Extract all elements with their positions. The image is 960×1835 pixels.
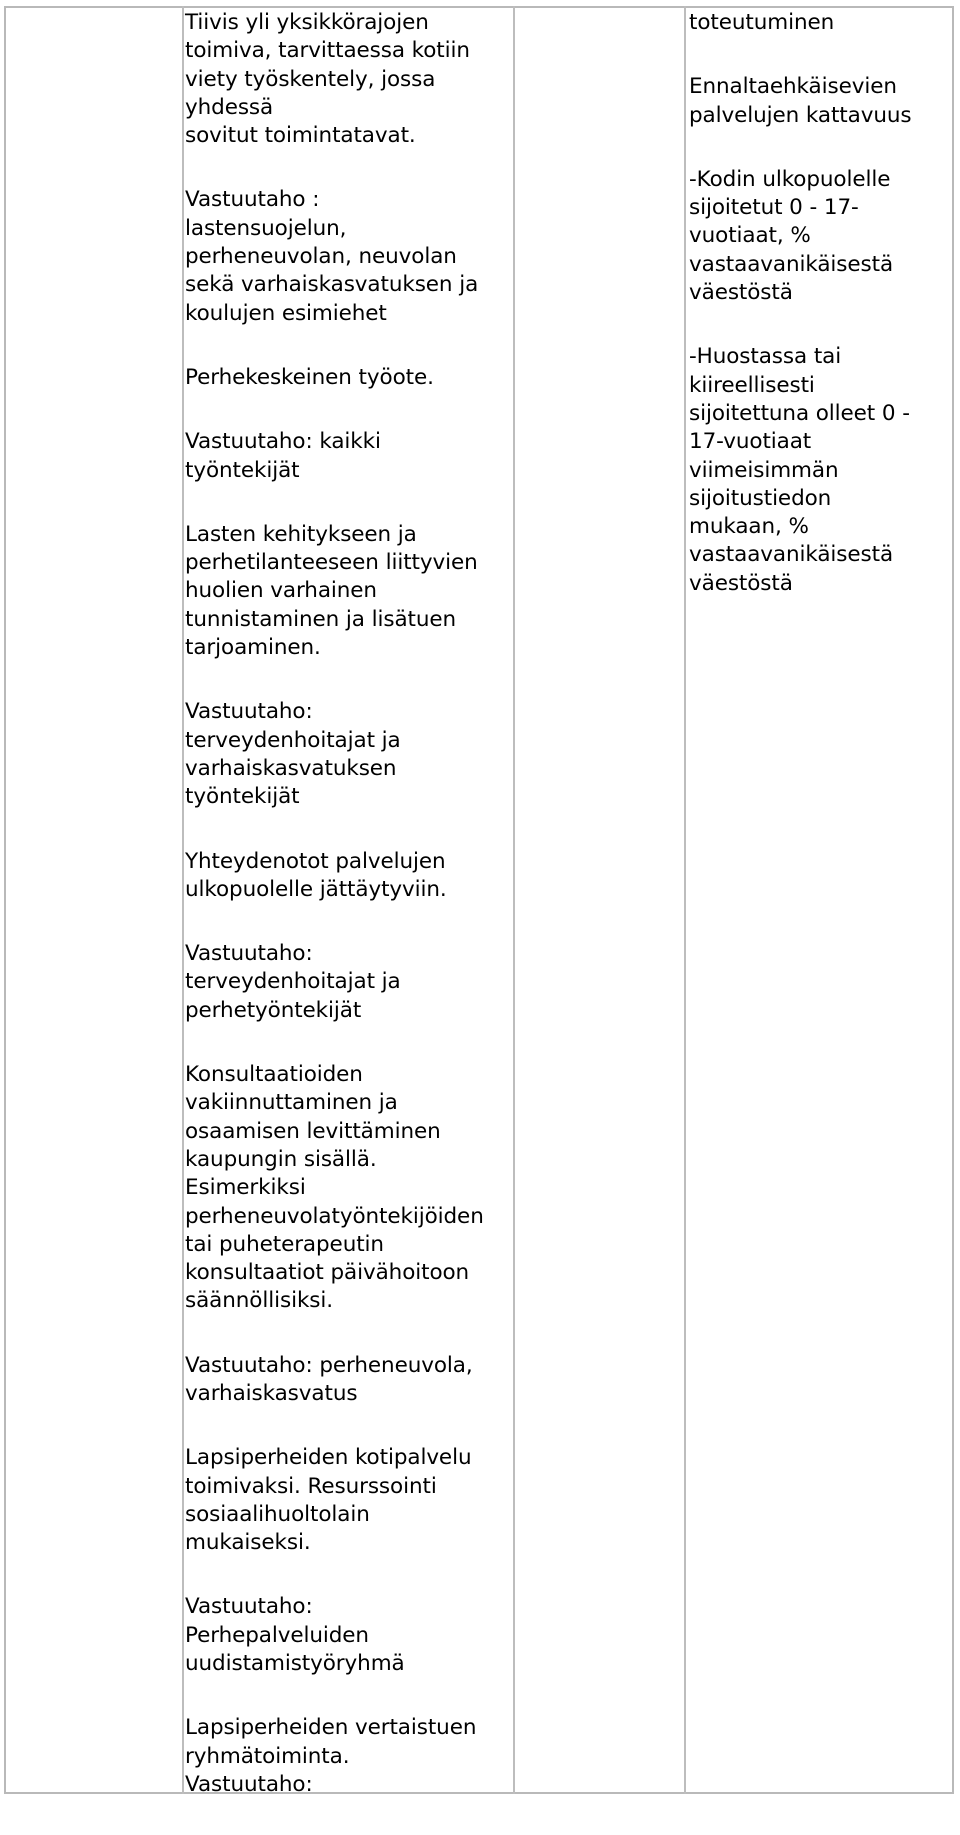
- text-line: ulkopuolelle jättäytyviin.: [185, 876, 447, 902]
- paragraph: [185, 364, 515, 392]
- text-line: toimiva, tarvittaessa kotiin: [185, 38, 470, 64]
- text-line: konsultaatiot päivähoitoon: [185, 1260, 470, 1286]
- text-line: sijoitustiedon: [689, 485, 832, 511]
- text-line: väestöstä: [689, 570, 793, 596]
- text-line: viety työskentely, jossa: [185, 66, 436, 92]
- text-line: perhetilanteeseen liittyvien: [185, 550, 478, 576]
- text-line: -Kodin ulkopuolelle: [689, 166, 891, 192]
- table-cell-indicators: [689, 9, 949, 634]
- text-line: tai puheterapeutin: [185, 1231, 384, 1257]
- text-line: perhetyöntekijät: [185, 997, 362, 1023]
- text-line: viimeisimmän: [689, 457, 839, 483]
- text-line: työntekijät: [185, 784, 300, 810]
- text-line: koulujen esimiehet: [185, 300, 387, 326]
- text-line: sekä varhaiskasvatuksen ja: [185, 272, 479, 298]
- text-line: Konsultaatioiden: [185, 1062, 363, 1088]
- text-line: Ennaltaehkäisevien: [689, 74, 897, 100]
- text-line: työntekijät: [185, 457, 300, 483]
- table-cell-actions: [185, 9, 515, 1835]
- column-divider: [182, 6, 184, 1794]
- paragraph: [185, 1714, 515, 1799]
- text-line: terveydenhoitajat ja: [185, 727, 401, 753]
- text-line: Vastuutaho :: [185, 187, 320, 213]
- text-line: Vastuutaho: kaikki: [185, 429, 381, 455]
- paragraph: [185, 186, 515, 327]
- text-line: mukaan, %: [689, 514, 809, 540]
- text-line: toimivaksi. Resurssointi: [185, 1473, 437, 1499]
- paragraph: [185, 940, 515, 1025]
- paragraph: [185, 428, 515, 485]
- text-line: Lapsiperheiden kotipalvelu: [185, 1445, 472, 1471]
- text-line: kaupungin sisällä.: [185, 1146, 377, 1172]
- paragraph: [185, 698, 515, 811]
- text-line: mukaiseksi.: [185, 1530, 311, 1556]
- text-line: perheneuvolatyöntekijöiden: [185, 1203, 484, 1229]
- paragraph: [185, 9, 515, 150]
- paragraph: [185, 521, 515, 662]
- paragraph: [689, 166, 949, 307]
- text-line: toteutuminen: [689, 10, 835, 35]
- paragraph: [185, 1593, 515, 1678]
- text-line: uudistamistyöryhmä: [185, 1651, 405, 1677]
- text-line: sijoitettuna olleet 0 -: [689, 400, 910, 426]
- text-line: Yhteydenotot palvelujen: [185, 848, 446, 874]
- text-line: sijoitetut 0 - 17-: [689, 195, 859, 221]
- text-line: Perhekeskeinen työote.: [185, 364, 434, 390]
- text-line: tarjoaminen.: [185, 635, 321, 661]
- column-divider: [684, 6, 686, 1794]
- text-line: Vastuutaho:: [185, 941, 313, 967]
- text-line: vastaavanikäisestä: [689, 542, 894, 568]
- paragraph: [185, 1352, 515, 1409]
- text-line: sovitut toimintatavat.: [185, 123, 416, 149]
- paragraph: [689, 73, 949, 130]
- text-line: vastaavanikäisestä: [689, 251, 894, 277]
- text-line: terveydenhoitajat ja: [185, 969, 401, 995]
- text-line: perheneuvolan, neuvolan: [185, 244, 457, 270]
- text-line: Vastuutaho:: [185, 1771, 313, 1797]
- text-line: vakiinnuttaminen ja: [185, 1090, 398, 1116]
- text-line: Tiivis yli yksikkörajojen: [185, 10, 429, 35]
- text-line: säännöllisiksi.: [185, 1288, 334, 1314]
- text-line: Vastuutaho:: [185, 699, 313, 725]
- text-line: kiireellisesti: [689, 372, 815, 398]
- paragraph: [185, 1444, 515, 1557]
- text-line: varhaiskasvatuksen: [185, 755, 397, 781]
- text-line: Perhepalveluiden: [185, 1622, 369, 1648]
- text-line: Vastuutaho:: [185, 1594, 313, 1620]
- text-line: lastensuojelun,: [185, 215, 347, 241]
- paragraph: [689, 343, 949, 598]
- text-line: ryhmätoiminta.: [185, 1743, 350, 1769]
- paragraph: [185, 1061, 515, 1316]
- text-line: tunnistaminen ja lisätuen: [185, 606, 457, 632]
- text-line: osaamisen levittäminen: [185, 1118, 441, 1144]
- paragraph: [689, 9, 949, 37]
- text-line: Lasten kehitykseen ja: [185, 521, 417, 547]
- text-line: -Huostassa tai: [689, 344, 842, 370]
- text-line: huolien varhainen: [185, 578, 377, 604]
- text-line: yhdessä: [185, 94, 274, 120]
- text-line: 17-vuotiaat: [689, 429, 812, 455]
- paragraph: [185, 848, 515, 905]
- text-line: sosiaalihuoltolain: [185, 1501, 370, 1527]
- text-line: Esimerkiksi: [185, 1175, 306, 1201]
- text-line: varhaiskasvatus: [185, 1380, 358, 1406]
- text-line: Vastuutaho: perheneuvola,: [185, 1352, 473, 1378]
- text-line: Lapsiperheiden vertaistuen: [185, 1715, 477, 1741]
- text-line: väestöstä: [689, 280, 793, 306]
- text-line: palvelujen kattavuus: [689, 102, 912, 128]
- text-line: vuotiaat, %: [689, 223, 811, 249]
